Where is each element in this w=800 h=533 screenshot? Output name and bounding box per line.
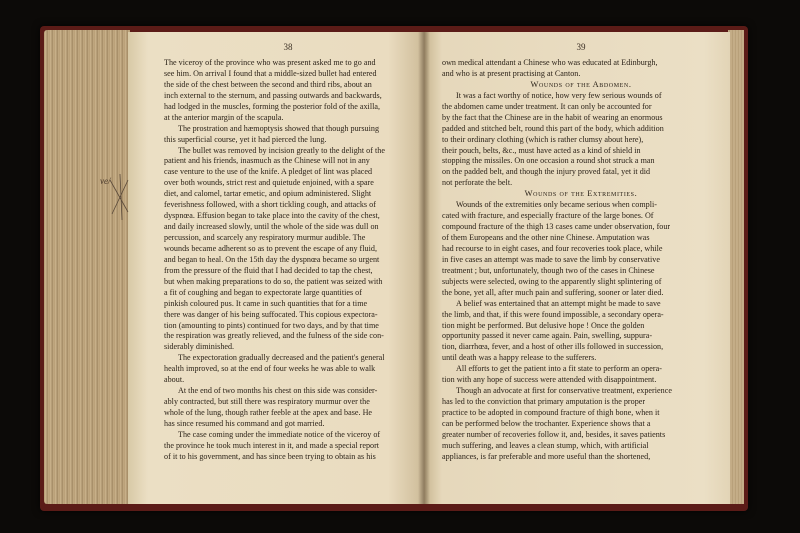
- page-number-left: 38: [283, 42, 293, 52]
- text-line: cated with fracture, and especially fracture of the large bones. Of: [442, 211, 654, 221]
- text-line: on the padded belt, and though the injury proved fatal, yet it did: [442, 167, 651, 177]
- text-line: subjects were selected, owing to the apparently slight splintering of: [442, 276, 662, 286]
- page-edges-left: [44, 30, 130, 504]
- text-line: at the anterior margin of the scapula.: [164, 112, 284, 122]
- text-line: had recourse to in eight cases, and four recoveries took place, while: [442, 243, 663, 253]
- text-line: much suffering, and leaves a clean stump, which, with artificial: [442, 440, 649, 450]
- text-line: and daily increased slowly, until the whole of the side was dull on: [164, 222, 379, 232]
- right-page: [424, 32, 730, 504]
- text-line: percussion, and scarcely any respiratory murmur audible. The: [164, 233, 366, 242]
- text-line: and began to heal. On the 15th day the dyspnœa became so urgent: [164, 254, 380, 264]
- text-line: until death was a happy release to the sufferers.: [442, 353, 597, 363]
- text-line: opportunity passed it never came again. Pain, swelling, suppura-: [442, 331, 653, 341]
- text-line: appliances, is far preferable and more useful than the shortened,: [442, 451, 651, 461]
- text-line: but when making preparations to do so, the patient was seized with: [164, 276, 383, 286]
- section-heading: Wounds of the Abdomen.: [530, 79, 632, 89]
- text-line: the province he took much interest in it, and made a special report: [164, 440, 380, 450]
- text-line: feverishness followed, with a short tickling cough, and attacks of: [164, 200, 376, 210]
- text-line: and who is at present practising at Canton.: [442, 68, 581, 78]
- text-line: about.: [164, 375, 185, 385]
- text-line: stopping the missiles. On one occasion a round shot struck a man: [442, 156, 655, 166]
- text-line: the bone, yet all, after much pain and suffering, sooner or later died.: [442, 287, 664, 297]
- text-line: the side of the chest between the second and third ribs, about an: [164, 79, 372, 89]
- text-line: At the end of two months his chest on this side was consider-: [178, 386, 378, 396]
- text-line: has since resumed his command and got married.: [164, 418, 325, 428]
- book-gutter: [418, 32, 430, 504]
- text-line: greater number of recoveries follow it, and, besides, it saves patients: [442, 429, 666, 439]
- text-line: All efforts to get the patient into a fit state to perform an opera-: [456, 364, 662, 374]
- text-line: their pouch, belts, &c., must have acted as a kind of shield in: [442, 145, 641, 155]
- text-line: has led to the conviction that primary amputation is the proper: [442, 397, 646, 407]
- text-line: The prostration and hæmoptysis showed that though pursuing: [178, 123, 380, 133]
- text-line: the respiration was greatly relieved, and the fulness of the side con-: [164, 331, 384, 341]
- text-line: Wounds of the extremities only became serious when compli-: [456, 200, 658, 210]
- left-page: [128, 32, 424, 504]
- text-line: tion might be performed. But delusive hope ! Once the golden: [442, 320, 645, 330]
- text-line: siderably diminished.: [164, 342, 235, 352]
- text-line: It was a fact worthy of notice, how very few serious wounds of: [456, 90, 662, 100]
- text-line: this superficial course, yet it had pierced the lung.: [164, 134, 327, 144]
- text-line: had lodged in the muscles, forming the posterior fold of the axilla,: [164, 101, 381, 111]
- text-line: pinkish coloured pus. It came in such quantities that for a time: [164, 298, 368, 308]
- text-line: the limb, and that, if this were found impossible, a secondary opera-: [442, 309, 664, 319]
- text-line: wounds became adherent so as to prevent the escape of any fluid,: [164, 243, 377, 253]
- text-line: The bullet was removed by incision greatly to the delight of the: [178, 145, 385, 155]
- section-heading: Wounds of the Extremities.: [524, 189, 638, 199]
- text-line: The expectoration gradually decreased and the patient's general: [178, 353, 385, 363]
- text-line: of them Europeans and the other nine Chinese. Amputation was: [442, 233, 650, 242]
- text-line: by the fact that the Chinese are in the habit of wearing an enormous: [442, 112, 663, 122]
- text-line: Though an advocate at first for conservative treatment, experience: [456, 386, 672, 396]
- text-line: case venture to the use of the knife. A pledget of lint was placed: [164, 167, 373, 177]
- text-line: patient and his friends, inasmuch as the Chinese will not in any: [164, 156, 370, 166]
- text-line: tion (amounting to pints) continued for two days, and by that time: [164, 320, 379, 330]
- right-page-text: [442, 58, 720, 463]
- text-line: own medical attendant a Chinese who was educated at Edinburgh,: [442, 58, 658, 67]
- text-line: padded and stitched belt, round this part of the body, which addition: [442, 123, 664, 133]
- text-line: a fit of coughing and began to expectorate large quantities of: [164, 287, 362, 297]
- margin-note-text: ve/: [100, 176, 111, 186]
- text-line: dyspnœa. Effusion began to take place into the cavity of the chest,: [164, 211, 380, 221]
- text-line: tion with any hope of success were attended with disappointment.: [442, 375, 657, 385]
- text-line: The viceroy of the province who was present asked me to go and: [164, 58, 376, 67]
- text-line: not perforate the belt.: [442, 178, 513, 188]
- page-edges-right: [728, 30, 744, 504]
- left-page-text: [164, 58, 412, 463]
- text-line: inch external to the sternum, and passing outwards and backwards,: [164, 90, 382, 100]
- text-line: whole of the lung, though rather feeble at the apex and base. He: [164, 408, 373, 417]
- text-line: of it to his government, and has since been trying to obtain as his: [164, 451, 376, 461]
- text-line: can be performed below the trochanter. Experience shows that a: [442, 418, 651, 428]
- text-line: compound fracture of the thigh 13 cases came under observation, four: [442, 222, 671, 232]
- text-line: treatment ; but, unfortunately, though two of the cases in Chinese: [442, 265, 655, 275]
- text-line: in five cases an attempt was made to save the limb by conservative: [442, 254, 660, 264]
- text-line: practice to be adopted in compound fracture of thigh bone, when it: [442, 408, 660, 417]
- text-line: tion, diarrhœa, fever, and a host of other ills followed in succession,: [442, 342, 664, 352]
- handwritten-margin-note: [100, 168, 140, 228]
- text-line: A belief was entertained that an attempt might be made to save: [456, 298, 661, 308]
- text-line: from the pressure of the fluid that I had decided to tap the chest,: [164, 265, 373, 275]
- page-number-right: 39: [576, 42, 586, 52]
- text-line: diet, and calomel, tartar emetic, and opium administered. Slight: [164, 189, 372, 199]
- text-line: The case coming under the immediate notice of the viceroy of: [178, 429, 381, 439]
- text-line: see him. On arrival I found that a middle-sized bullet had entered: [164, 68, 377, 78]
- text-line: over both wounds, strict rest and quietude enjoined, with a spare: [164, 178, 374, 188]
- text-line: health improved, so at the end of four weeks he was able to walk: [164, 364, 376, 374]
- text-line: to their ordinary clothing (which is rather clumsy about here),: [442, 134, 644, 144]
- text-line: the abdomen came under treatment. It can only be accounted for: [442, 101, 652, 111]
- text-line: ably contracted, but still there was respiratory murmur over the: [164, 397, 370, 407]
- text-line: there was danger of his being suffocated. This copious expectora-: [164, 309, 378, 319]
